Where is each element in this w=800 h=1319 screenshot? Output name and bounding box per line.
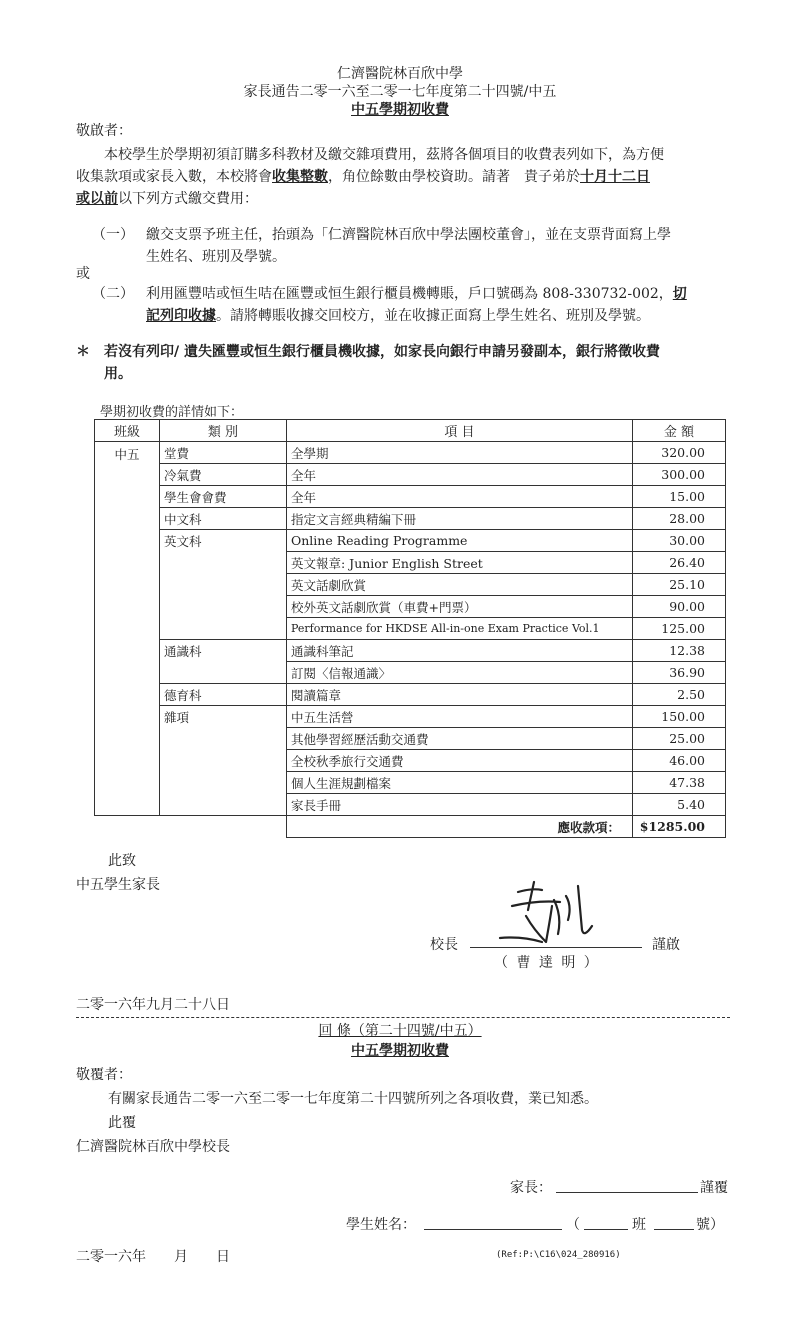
reply-recipient: 仁濟醫院林百欣中學校長: [76, 1139, 230, 1155]
item-cell: 個人生涯規劃檔案: [287, 772, 633, 794]
category-cell: 雜項: [160, 706, 287, 816]
number-line[interactable]: [654, 1229, 694, 1230]
method-1-line-2: 生姓名、班別及學號。: [146, 249, 286, 265]
category-cell: 學生會會費: [160, 486, 287, 508]
amount-cell: 300.00: [633, 464, 726, 486]
principal-label: 校長: [430, 937, 458, 953]
reply-subtitle: 中五學期初收費: [351, 1043, 449, 1059]
intro-text-c: ，角位餘數由學校資助。請著 貴子弟於: [328, 169, 580, 185]
item-cell: 英文報章: Junior English Street: [287, 552, 633, 574]
method-2-emphasis-a: 切: [672, 286, 687, 302]
item-cell: 校外英文話劇欣賞（車費+門票）: [287, 596, 633, 618]
deadline-before: 或以前: [76, 191, 118, 207]
table-caption: 學期初收費的詳情如下：: [100, 405, 244, 420]
method-2-text-a: 利用匯豐咭或恒生咭在匯豐或恒生銀行櫃員機轉賬，戶口號碼為 808-330732-002，: [146, 286, 673, 302]
intro-line-1: 本校學生於學期初須訂購多科教材及繳交雜項費用，茲將各個項目的收費表列如下，為方便: [104, 147, 664, 163]
class-open: （: [566, 1217, 580, 1233]
student-name-line[interactable]: [424, 1229, 562, 1230]
item-cell: 全年: [287, 486, 633, 508]
amount-cell: 5.40: [633, 794, 726, 816]
parent-signature-line[interactable]: [556, 1192, 698, 1193]
total-row: [95, 816, 726, 838]
category-cell: 德育科: [160, 684, 287, 706]
class-cell: 中五: [95, 442, 160, 816]
header-item: 項 目: [287, 420, 633, 442]
amount-cell: 125.00: [633, 618, 726, 640]
note-star: ＊: [76, 344, 90, 360]
total-spacer: [95, 816, 287, 838]
closing-ci-zhi: 此致: [108, 853, 136, 869]
item-cell: 全年: [287, 464, 633, 486]
amount-cell: 150.00: [633, 706, 726, 728]
table-row: [95, 706, 726, 728]
table-row: [95, 464, 726, 486]
category-cell: 通識科: [160, 640, 287, 684]
deadline-date: 十月十二日: [580, 169, 650, 185]
table-row: [95, 530, 726, 552]
intro-text-a: 收集款項或家長入數，本校將會: [76, 169, 272, 185]
note-line-2: 用。: [104, 366, 132, 382]
item-cell: 其他學習經歷活動交通費: [287, 728, 633, 750]
intro-text-e: 以下列方式繳交費用：: [118, 191, 258, 207]
amount-cell: 25.00: [633, 728, 726, 750]
note-line-1: 若沒有列印/ 遺失匯豐或恒生銀行櫃員機收據，如家長向銀行申請另發副本，銀行將徵收費: [104, 344, 660, 360]
item-cell: 家長手冊: [287, 794, 633, 816]
amount-cell: 47.38: [633, 772, 726, 794]
method-2-text-b: 。請將轉賬收據交回校方，並在收據正面寫上學生姓名、班別及學號。: [216, 308, 650, 324]
school-name: 仁濟醫院林百欣中學: [337, 66, 463, 82]
reply-salutation: 敬覆者：: [76, 1067, 132, 1083]
fee-table: [94, 419, 726, 838]
principal-signature: [488, 876, 608, 950]
amount-cell: 90.00: [633, 596, 726, 618]
parent-label: 家長：: [510, 1180, 552, 1196]
notice-title: 中五學期初收費: [351, 102, 449, 118]
amount-cell: 25.10: [633, 574, 726, 596]
item-cell: 指定文言經典精編下冊: [287, 508, 633, 530]
salutation: 敬啟者：: [76, 123, 132, 139]
item-cell: 全學期: [287, 442, 633, 464]
amount-cell: 36.90: [633, 662, 726, 684]
principal-name: （ 曹 達 明 ）: [494, 955, 600, 971]
method-2-number: （二）: [92, 286, 134, 302]
reply-body: 有關家長通告二零一六至二零一七年度第二十四號所列之各項收費，業已知悉。: [108, 1091, 598, 1107]
table-row: [95, 442, 726, 464]
header-class: 班級: [95, 420, 160, 442]
amount-cell: 26.40: [633, 552, 726, 574]
total-amount: $1285.00: [633, 816, 726, 838]
or-label: 或: [76, 266, 90, 282]
reply-title: 回 條（第二十四號/中五）: [318, 1023, 482, 1039]
intro-line-3: [76, 188, 736, 210]
amount-cell: 12.38: [633, 640, 726, 662]
item-cell: 閱讀篇章: [287, 684, 633, 706]
category-cell: 堂費: [160, 442, 287, 464]
intro-emphasis-whole: 收集整數: [272, 169, 328, 185]
header-category: 類 別: [160, 420, 287, 442]
closing-recipient: 中五學生家長: [76, 877, 160, 893]
method-1-number: （一）: [92, 227, 134, 243]
intro-line-2: [76, 166, 736, 188]
item-cell: 全校秋季旅行交通費: [287, 750, 633, 772]
method-2-line-1: [146, 283, 746, 305]
closing-respect: 謹啟: [652, 937, 680, 953]
method-1-line-1: 繳交支票予班主任，抬頭為「仁濟醫院林百欣中學法團校董會」，並在支票背面寫上學: [146, 227, 671, 243]
method-2-emphasis-b: 記列印收據: [146, 308, 216, 324]
category-cell: 冷氣費: [160, 464, 287, 486]
amount-cell: 46.00: [633, 750, 726, 772]
reference-code: (Ref:P:\C16\024_280916): [496, 1250, 621, 1260]
table-row: [95, 640, 726, 662]
method-2-line-2: [146, 305, 746, 327]
reply-date: 二零一六年 月 日: [76, 1249, 230, 1265]
item-cell: 訂閱〈信報通識〉: [287, 662, 633, 684]
category-cell: 中文科: [160, 508, 287, 530]
amount-cell: 320.00: [633, 442, 726, 464]
class-line[interactable]: [584, 1229, 628, 1230]
item-cell: 通識科筆記: [287, 640, 633, 662]
header-amount: 金 額: [633, 420, 726, 442]
method-1-text: [146, 224, 736, 268]
intro-paragraph: [76, 144, 736, 210]
table-row: [95, 486, 726, 508]
notice-number: 家長通告二零一六至二零一七年度第二十四號/中五: [243, 84, 557, 100]
table-header-row: [95, 420, 726, 442]
table-row: [95, 684, 726, 706]
category-cell: 英文科: [160, 530, 287, 640]
signature-line: [470, 947, 642, 948]
note-text: [104, 341, 744, 385]
student-name-label: 學生姓名：: [346, 1217, 416, 1233]
amount-cell: 28.00: [633, 508, 726, 530]
total-label: 應收款項：: [287, 816, 633, 838]
amount-cell: 30.00: [633, 530, 726, 552]
number-label: 號）: [696, 1217, 724, 1233]
item-cell: Online Reading Programme: [287, 530, 633, 552]
class-label: 班: [632, 1217, 646, 1233]
reply-end: 謹覆: [700, 1180, 728, 1196]
item-cell: 中五生活營: [287, 706, 633, 728]
table-row: [95, 508, 726, 530]
amount-cell: 2.50: [633, 684, 726, 706]
item-cell: Performance for HKDSE All-in-one Exam Practice Vol.1: [287, 618, 633, 640]
notice-date: 二零一六年九月二十八日: [76, 997, 230, 1013]
amount-cell: 15.00: [633, 486, 726, 508]
item-cell: 英文話劇欣賞: [287, 574, 633, 596]
method-2-text: [146, 283, 746, 327]
reply-ci-fu: 此覆: [108, 1115, 136, 1131]
cut-line: [76, 1017, 730, 1018]
